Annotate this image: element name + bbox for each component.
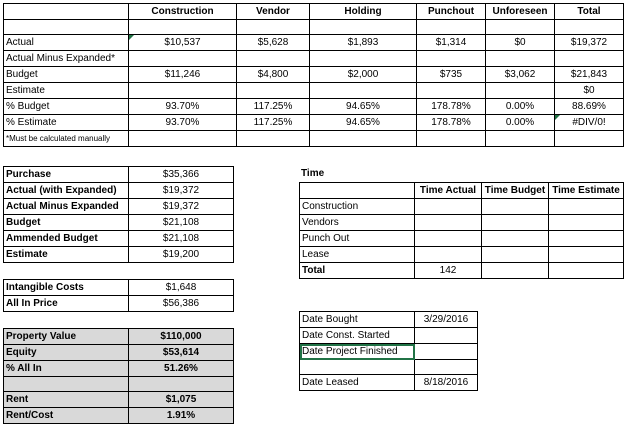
cell[interactable] [415, 247, 482, 263]
summary-row [4, 199, 234, 215]
dates-row [300, 360, 478, 375]
cell[interactable] [482, 199, 549, 215]
property-row [4, 345, 234, 361]
summary-row [4, 167, 234, 183]
time-title: Time [301, 168, 325, 179]
cell[interactable]: 3/29/2016 [415, 312, 478, 328]
costs-row [4, 296, 234, 312]
budget-row-estimate [4, 83, 624, 99]
budget-row-pct-estimate [4, 115, 624, 131]
row-label[interactable]: Date Bought [300, 312, 415, 328]
row-label[interactable]: Estimate [4, 83, 129, 99]
cell[interactable]: $0 [555, 83, 624, 99]
time-row [300, 231, 624, 247]
cell[interactable] [482, 231, 549, 247]
cell[interactable]: $19,200 [129, 247, 234, 263]
time-row [300, 215, 624, 231]
budget-row-pct-budget [4, 99, 624, 115]
cell[interactable]: 142 [415, 263, 482, 279]
budget-corner-cell[interactable] [4, 4, 129, 20]
time-table [299, 182, 624, 279]
summary-table [3, 166, 234, 263]
budget-footnote-row [4, 131, 624, 147]
dates-table [299, 311, 478, 391]
cell[interactable]: $0 [486, 35, 555, 51]
cell[interactable]: 117.25% [237, 99, 310, 115]
cell[interactable]: $1,314 [417, 35, 486, 51]
cell[interactable] [555, 131, 624, 147]
cell[interactable] [129, 131, 237, 147]
cell[interactable]: $56,386 [129, 296, 234, 312]
cell[interactable]: $35,366 [129, 167, 234, 183]
selected-cell[interactable]: Date Project Finished [300, 344, 415, 360]
header-time-actual[interactable]: Time Actual [415, 183, 482, 199]
cell[interactable]: $10,537 [129, 35, 237, 51]
cell[interactable]: 93.70% [129, 115, 237, 131]
cell[interactable]: $735 [417, 67, 486, 83]
cell[interactable] [486, 51, 555, 67]
summary-row [4, 231, 234, 247]
row-label[interactable]: Vendors [300, 215, 415, 231]
budget-header-row [4, 4, 624, 20]
cell[interactable] [482, 247, 549, 263]
cell[interactable]: 8/18/2016 [415, 375, 478, 391]
property-row [4, 408, 234, 424]
property-table [3, 328, 234, 424]
cell[interactable]: 94.65% [310, 99, 417, 115]
row-label[interactable]: Lease [300, 247, 415, 263]
budget-blank-row [4, 20, 624, 35]
cell[interactable] [482, 215, 549, 231]
time-header-row [300, 183, 624, 199]
cell[interactable]: $1,893 [310, 35, 417, 51]
row-label[interactable] [4, 377, 129, 392]
cell[interactable]: 117.25% [237, 115, 310, 131]
dates-row [300, 312, 478, 328]
cell[interactable]: 93.70% [129, 99, 237, 115]
row-label[interactable]: Equity [4, 345, 129, 361]
row-label[interactable]: Ammended Budget [4, 231, 129, 247]
cell[interactable] [415, 231, 482, 247]
cell[interactable] [237, 51, 310, 67]
row-label[interactable]: Intangible Costs [4, 280, 129, 296]
time-row [300, 247, 624, 263]
row-label[interactable]: % Estimate [4, 115, 129, 131]
cell[interactable] [486, 20, 555, 35]
cell[interactable] [310, 20, 417, 35]
cell[interactable] [4, 20, 129, 35]
time-row [300, 199, 624, 215]
row-label[interactable]: Budget [4, 67, 129, 83]
row-label[interactable]: Construction [300, 199, 415, 215]
cell[interactable] [549, 263, 624, 279]
row-label[interactable]: Date Const. Started [300, 328, 415, 344]
cell[interactable]: $3,062 [486, 67, 555, 83]
cell[interactable]: $1,648 [129, 280, 234, 296]
time-row [300, 263, 624, 279]
row-label[interactable]: Estimate [4, 247, 129, 263]
cell[interactable] [549, 199, 624, 215]
dates-row [300, 344, 478, 360]
header-total[interactable]: Total [555, 4, 624, 20]
costs-row [4, 280, 234, 296]
cell[interactable]: 88.69% [555, 99, 624, 115]
cell[interactable] [417, 51, 486, 67]
row-label[interactable]: Purchase [4, 167, 129, 183]
property-row [4, 361, 234, 377]
cell[interactable] [129, 83, 237, 99]
cell[interactable] [129, 377, 234, 392]
header-time-estimate[interactable]: Time Estimate [549, 183, 624, 199]
cell[interactable]: 0.00% [486, 99, 555, 115]
cell[interactable]: $110,000 [129, 329, 234, 345]
property-row [4, 377, 234, 392]
row-label[interactable]: Actual Minus Expanded* [4, 51, 129, 67]
header-unforeseen[interactable]: Unforeseen [486, 4, 555, 20]
budget-table [3, 3, 624, 147]
cell[interactable] [549, 215, 624, 231]
cell[interactable] [417, 131, 486, 147]
row-label[interactable]: Actual [4, 35, 129, 51]
cell[interactable] [237, 131, 310, 147]
header-punchout[interactable]: Punchout [417, 4, 486, 20]
cell[interactable]: $1,075 [129, 392, 234, 408]
cell[interactable]: 94.65% [310, 115, 417, 131]
row-label[interactable]: Budget [4, 215, 129, 231]
row-label[interactable]: Actual Minus Expanded [4, 199, 129, 215]
cell[interactable] [415, 199, 482, 215]
cell[interactable] [417, 20, 486, 35]
cell[interactable] [415, 215, 482, 231]
time-corner-cell[interactable] [300, 183, 415, 199]
cell[interactable] [129, 20, 237, 35]
cell[interactable] [310, 51, 417, 67]
cell[interactable] [486, 131, 555, 147]
cell[interactable] [237, 20, 310, 35]
cell[interactable]: $21,843 [555, 67, 624, 83]
row-label[interactable]: Actual (with Expanded) [4, 183, 129, 199]
row-label[interactable]: Rent [4, 392, 129, 408]
row-label[interactable]: Rent/Cost [4, 408, 129, 424]
summary-row [4, 247, 234, 263]
row-label[interactable]: Total [300, 263, 415, 279]
property-row [4, 392, 234, 408]
cell[interactable] [415, 344, 478, 360]
header-holding[interactable]: Holding [310, 4, 417, 20]
summary-row [4, 183, 234, 199]
cell[interactable]: 178.78% [417, 99, 486, 115]
cell[interactable] [549, 231, 624, 247]
row-label[interactable] [300, 360, 415, 375]
footnote[interactable]: *Must be calculated manually [4, 131, 129, 147]
budget-row-budget [4, 67, 624, 83]
property-row [4, 329, 234, 345]
cell[interactable] [415, 360, 478, 375]
cell[interactable]: $11,246 [129, 67, 237, 83]
row-label[interactable]: % Budget [4, 99, 129, 115]
cell[interactable] [129, 51, 237, 67]
cell[interactable]: $19,372 [555, 35, 624, 51]
cell[interactable] [237, 83, 310, 99]
cell[interactable]: $5,628 [237, 35, 310, 51]
cell[interactable]: $19,372 [129, 183, 234, 199]
cell[interactable]: $4,800 [237, 67, 310, 83]
row-label[interactable]: Date Leased [300, 375, 415, 391]
row-label[interactable]: Punch Out [300, 231, 415, 247]
cell[interactable] [310, 131, 417, 147]
cell[interactable] [486, 83, 555, 99]
costs-table [3, 279, 234, 312]
row-label[interactable]: Property Value [4, 329, 129, 345]
budget-row-actual [4, 35, 624, 51]
cell[interactable] [555, 20, 624, 35]
dates-row [300, 328, 478, 344]
cell[interactable]: 0.00% [486, 115, 555, 131]
budget-row-actual-minus [4, 51, 624, 67]
header-construction[interactable]: Construction [129, 4, 237, 20]
cell[interactable] [482, 263, 549, 279]
header-vendor[interactable]: Vendor [237, 4, 310, 20]
dates-row [300, 375, 478, 391]
cell[interactable]: #DIV/0! [555, 115, 624, 131]
cell[interactable] [549, 247, 624, 263]
cell[interactable]: $2,000 [310, 67, 417, 83]
cell[interactable]: $53,614 [129, 345, 234, 361]
cell[interactable]: $21,108 [129, 231, 234, 247]
summary-row [4, 215, 234, 231]
cell[interactable]: $19,372 [129, 199, 234, 215]
cell[interactable] [310, 83, 417, 99]
row-label[interactable]: % All In [4, 361, 129, 377]
cell[interactable]: $21,108 [129, 215, 234, 231]
cell[interactable] [555, 51, 624, 67]
row-label[interactable]: All In Price [4, 296, 129, 312]
cell[interactable]: 178.78% [417, 115, 486, 131]
header-time-budget[interactable]: Time Budget [482, 183, 549, 199]
cell[interactable]: 1.91% [129, 408, 234, 424]
cell[interactable] [417, 83, 486, 99]
cell[interactable]: 51.26% [129, 361, 234, 377]
cell[interactable] [415, 328, 478, 344]
